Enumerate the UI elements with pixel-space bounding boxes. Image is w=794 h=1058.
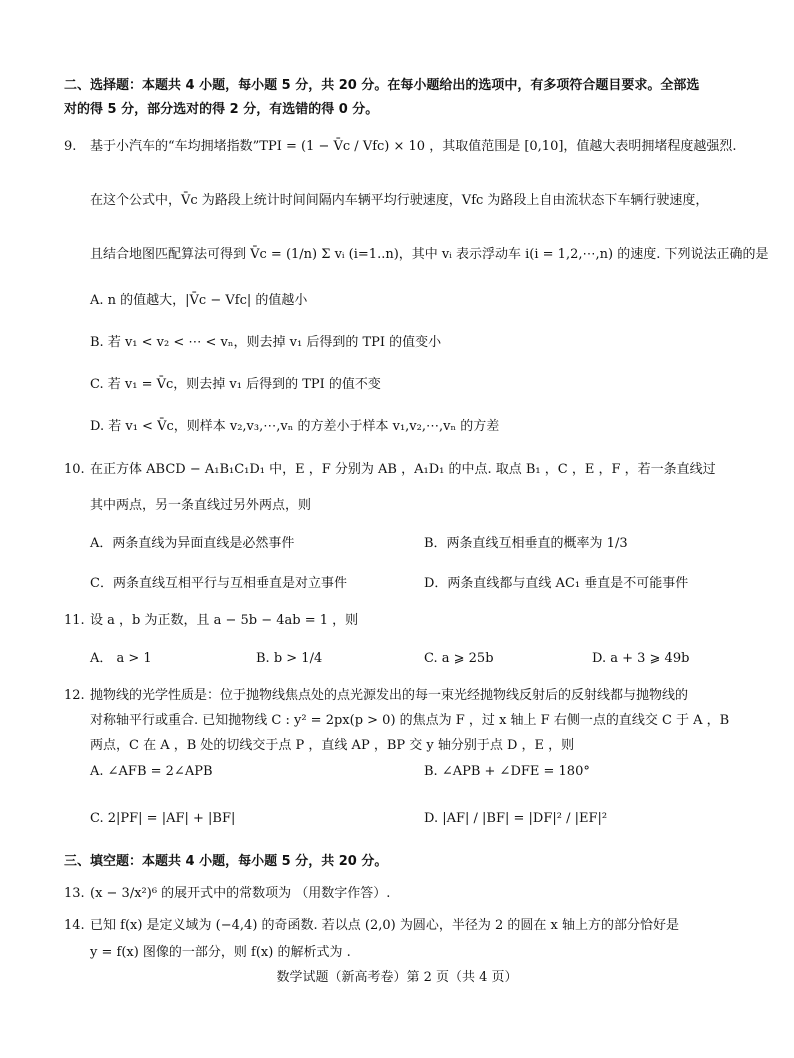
q11-option-b: B. b > 1/4 [256, 651, 323, 666]
q12-number: 12. [64, 688, 85, 703]
q12-option-b: B. ∠APB + ∠DFE = 180° [424, 764, 590, 779]
q13-stem-line1: (x − 3/x²)⁶ 的展开式中的常数项为 （用数字作答）. [90, 886, 391, 901]
q9-option-c: C. 若 v₁ = V̄c，则去掉 v₁ 后得到的 TPI 的值不变 [90, 377, 381, 392]
section2-header-line1: 二、选择题：本题共 4 小题，每小题 5 分，共 20 分。在每小题给出的选项中，有多项符合题目要求。全部选 [64, 78, 700, 93]
q10-option-c: C．两条直线互相平行与互相垂直是对立事件 [90, 576, 347, 591]
q12-option-a: A. ∠AFB = 2∠APB [90, 764, 213, 779]
q9-option-a: A. n 的值越大，|V̄c − Vfc| 的值越小 [90, 293, 308, 308]
q10-option-b: B．两条直线互相垂直的概率为 1/3 [424, 536, 628, 551]
q9-option-b: B. 若 v₁ < v₂ < ⋯ < vₙ，则去掉 v₁ 后得到的 TPI 的值变小 [90, 335, 442, 350]
q11-option-a: A． a > 1 [90, 651, 152, 666]
q9-stem-line2: 在这个公式中，V̄c 为路段上统计时间间隔内车辆平均行驶速度，Vfc 为路段上自由流状态下车辆行驶速度， [90, 193, 709, 208]
section3-header: 三、填空题：本题共 4 小题，每小题 5 分，共 20 分。 [64, 854, 388, 869]
q12-stem-line1: 抛物线的光学性质是：位于抛物线焦点处的点光源发出的每一束光经抛物线反射后的反射线都与抛物线的 [90, 688, 689, 703]
q12-option-c: C. 2|PF| = |AF| + |BF| [90, 811, 236, 826]
q10-stem-line1: 在正方体 ABCD − A₁B₁C₁D₁ 中，E ，F 分别为 AB ，A₁D₁ 的中点. 取点 B₁ ，C ，E ，F ，若一条直线过 [90, 462, 716, 477]
q14-stem-line1: 已知 f(x) 是定义域为 (−4,4) 的奇函数. 若以点 (2,0) 为圆心，半径为 2 的圆在 x 轴上方的部分恰好是 [90, 918, 680, 933]
q14-number: 14. [64, 918, 85, 933]
q9-option-d: D. 若 v₁ < V̄c，则样本 v₂,v₃,⋯,vₙ 的方差小于样本 v₁,v₂,⋯,vₙ 的方差 [90, 419, 500, 434]
q9-number: 9. [64, 139, 77, 154]
q11-option-c: C. a ⩾ 25b [424, 651, 494, 666]
q11-option-d: D. a + 3 ⩾ 49b [592, 651, 690, 666]
q12-option-d: D. |AF| / |BF| = |DF|² / |EF|² [424, 811, 608, 826]
page-footer: 数学试题（新高考卷）第 2 页（共 4 页） [276, 970, 518, 985]
q9-stem-line1: 基于小汽车的“车均拥堵指数”TPI = (1 − V̄c / Vfc) × 10 ，其取值范围是 [0,10]，值越大表明拥堵程度越强烈. [90, 139, 737, 154]
q14-stem-line2: y = f(x) 图像的一部分，则 f(x) 的解析式为 . [90, 945, 351, 960]
section2-header-line2: 对的得 5 分，部分选对的得 2 分，有选错的得 0 分。 [64, 102, 379, 117]
q11-stem-line1: 设 a ，b 为正数，且 a − 5b − 4ab = 1 ，则 [90, 613, 359, 628]
q12-stem-line2: 对称轴平行或重合. 已知抛物线 C : y² = 2px(p > 0) 的焦点为 F ，过 x 轴上 F 右侧一点的直线交 C 于 A ，B [90, 713, 730, 728]
q13-number: 13. [64, 886, 85, 901]
q12-stem-line3: 两点，C 在 A ，B 处的切线交于点 P ，直线 AP ，BP 交 y 轴分别于点 D ，E ，则 [90, 738, 575, 753]
q10-stem-line2: 其中两点，另一条直线过另外两点，则 [90, 498, 312, 513]
q10-number: 10. [64, 462, 85, 477]
q11-number: 11. [64, 613, 85, 628]
q10-option-a: A．两条直线为异面直线是必然事件 [90, 536, 295, 551]
q9-stem-line3: 且结合地图匹配算法可得到 V̄c = (1/n) Σ vᵢ (i=1..n)，其中 vᵢ 表示浮动车 i(i = 1,2,⋯,n) 的速度. 下列说法正确的是 [90, 247, 769, 262]
q10-option-d: D．两条直线都与直线 AC₁ 垂直是不可能事件 [424, 576, 689, 591]
